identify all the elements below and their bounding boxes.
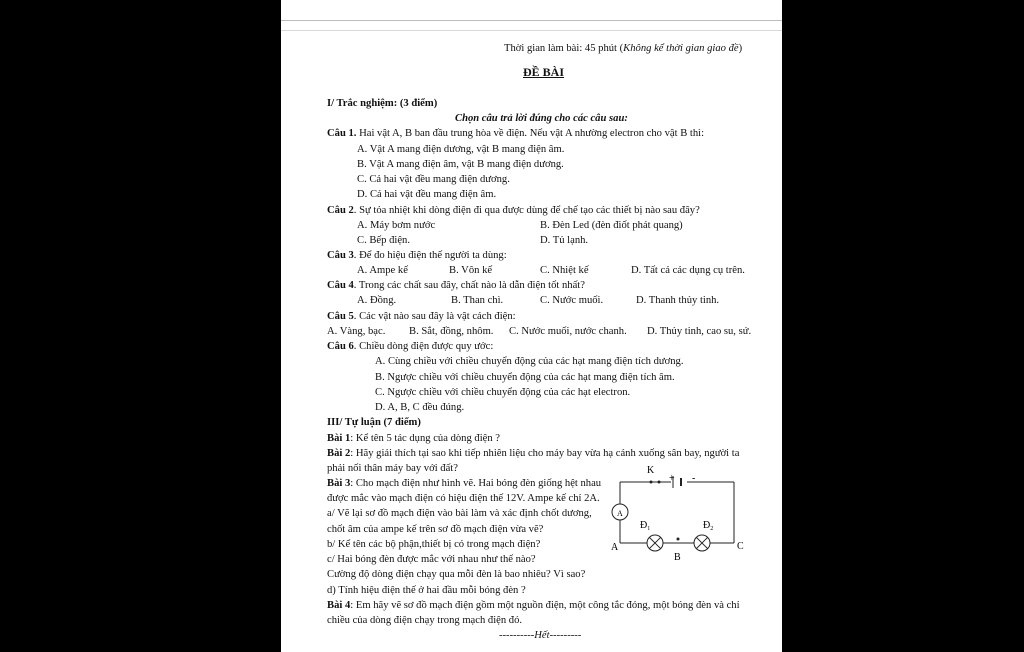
q5-option-d: D. Thủy tinh, cao su, sứ. — [647, 326, 752, 337]
q2-option-d: D. Tủ lạnh. — [540, 235, 589, 246]
exercise-3-a-line-2: chốt âm của ampe kế trên sơ đồ mạch điện vừa vẽ? — [327, 524, 544, 535]
exercise-3-d: d) Tính hiệu điện thế ở hai đầu mỗi bóng đèn ? — [327, 585, 526, 596]
question-5: Câu 5. Các vật nào sau đây là vật cách điện: — [327, 311, 516, 322]
q1-option-c: C. Cả hai vật đều mang điện dương. — [357, 174, 510, 185]
exercise-4: Bài 4: Em hãy vẽ sơ đồ mạch điện gồm một nguồn điện, một công tắc đóng, một bóng đèn và chỉ — [327, 600, 740, 611]
q4-option-b: B. Than chì. — [451, 295, 504, 306]
question-2: Câu 2. Sự tỏa nhiệt khi dòng điện đi qua được dùng để chế tạo các thiết bị nào sau đây? — [327, 205, 700, 216]
q1-option-a: A. Vật A mang điện dương, vật B mang điện âm. — [357, 144, 565, 155]
exercise-3-c-line-2: Cường độ dòng điện chạy qua mỗi đèn là bao nhiêu? Vì sao? — [327, 569, 586, 580]
label-ammeter: A — [617, 509, 623, 518]
q6-option-b: B. Ngược chiều với chiều chuyển động của các hạt mang điện tích âm. — [375, 372, 675, 383]
switch-contact-2 — [658, 481, 661, 484]
switch-contact-1 — [650, 481, 653, 484]
label-node-a: A — [611, 542, 619, 553]
exercise-3-c: c/ Hai bóng đèn được mắc với nhau như thế nào? — [327, 554, 536, 565]
page-separator — [281, 20, 782, 21]
q2-option-a: A. Máy bơm nước — [357, 220, 436, 231]
q4-option-a: A. Đồng. — [357, 295, 397, 306]
q4-option-c: C. Nước muối. — [540, 295, 604, 306]
exercise-2: Bài 2: Hãy giải thích tại sao khi tiếp nhiên liệu cho máy bay vừa hạ cánh xuống sân bay, người ta — [327, 448, 740, 459]
exercise-4-line-2: chiều của dòng điện chạy trong mạch điện đó. — [327, 615, 523, 626]
q4-option-d: D. Thanh thủy tinh. — [636, 295, 720, 306]
q3-option-c: C. Nhiệt kế — [540, 265, 589, 276]
q5-option-b: B. Sắt, đồng, nhôm. — [409, 326, 494, 337]
label-plus: + — [669, 473, 675, 484]
label-d2: $Đ_2$ — [703, 520, 714, 532]
q3-option-d: D. Tất cả các dụng cụ trên. — [631, 265, 745, 276]
q5-option-c: C. Nước muối, nước chanh. — [509, 326, 627, 337]
q1-option-d: D. Cả hai vật đều mang điện âm. — [357, 189, 497, 200]
part1-heading: I/ Trắc nghiệm: (3 điểm) — [327, 98, 438, 109]
label-node-c: C — [737, 541, 744, 552]
label-k: K — [647, 465, 655, 476]
question-4: Câu 4. Trong các chất sau đây, chất nào là dẫn điện tốt nhất? — [327, 280, 585, 291]
page-top-margin — [281, 0, 782, 31]
junction-b — [677, 538, 680, 541]
label-minus: - — [692, 473, 696, 484]
exercise-3: Bài 3: Cho mạch điện như hình vẽ. Hai bóng đèn giống hệt nhau — [327, 478, 602, 489]
end-marker: ----------Hết--------- — [499, 630, 582, 641]
question-6: Câu 6. Chiều dòng điện được quy ước: — [327, 341, 494, 352]
q6-option-d: D. A, B, C đều đúng. — [375, 402, 465, 413]
q5-option-a: A. Vàng, bạc. — [327, 326, 386, 337]
q1-option-b: B. Vật A mang điện âm, vật B mang điện dương. — [357, 159, 564, 170]
exercise-3-a: a/ Vẽ lại sơ đồ mạch điện vào bài làm và xác định chốt dương, — [327, 508, 592, 519]
exercise-2-line-2: phải nối thân máy bay với đất? — [327, 463, 458, 474]
exam-time: Thời gian làm bài: 45 phút (Không kể thời gian giao đề) — [504, 43, 743, 54]
circuit-diagram — [605, 462, 755, 567]
q6-option-c: C. Ngược chiều với chiều chuyển động của các hạt electron. — [375, 387, 631, 398]
exercise-1: Bài 1: Kể tên 5 tác dụng của dòng điện ? — [327, 433, 501, 444]
question-1: Câu 1. Hai vật A, B ban đầu trung hòa về điện. Nếu vật A nhường electron cho vật B thì: — [327, 128, 705, 139]
q6-option-a: A. Cùng chiều với chiều chuyển động của các hạt mang điện tích dương. — [375, 356, 684, 367]
part2-heading: III/ Tự luận (7 điểm) — [327, 417, 421, 428]
q3-option-b: B. Vôn kế — [449, 265, 493, 276]
exercise-3-line-2: được mắc vào mạch điện có hiệu điện thế 12V. Ampe kế chỉ 2A. — [327, 493, 600, 504]
label-node-b: B — [674, 552, 681, 563]
exercise-3-b: b/ Kể tên các bộ phận,thiết bị có trong mạch điện? — [327, 539, 541, 550]
question-3: Câu 3. Để đo hiệu điện thế người ta dùng: — [327, 250, 507, 261]
page-title: ĐỀ BÀI — [523, 65, 565, 79]
q2-option-b: B. Đèn Led (đèn điốt phát quang) — [540, 220, 683, 231]
q3-option-a: A. Ampe kế — [357, 265, 408, 276]
q2-option-c: C. Bếp điện. — [357, 235, 410, 246]
label-d1: $Đ_1$ — [640, 520, 651, 532]
part1-instruction: Chọn câu trả lời đúng cho các câu sau: — [455, 113, 628, 124]
